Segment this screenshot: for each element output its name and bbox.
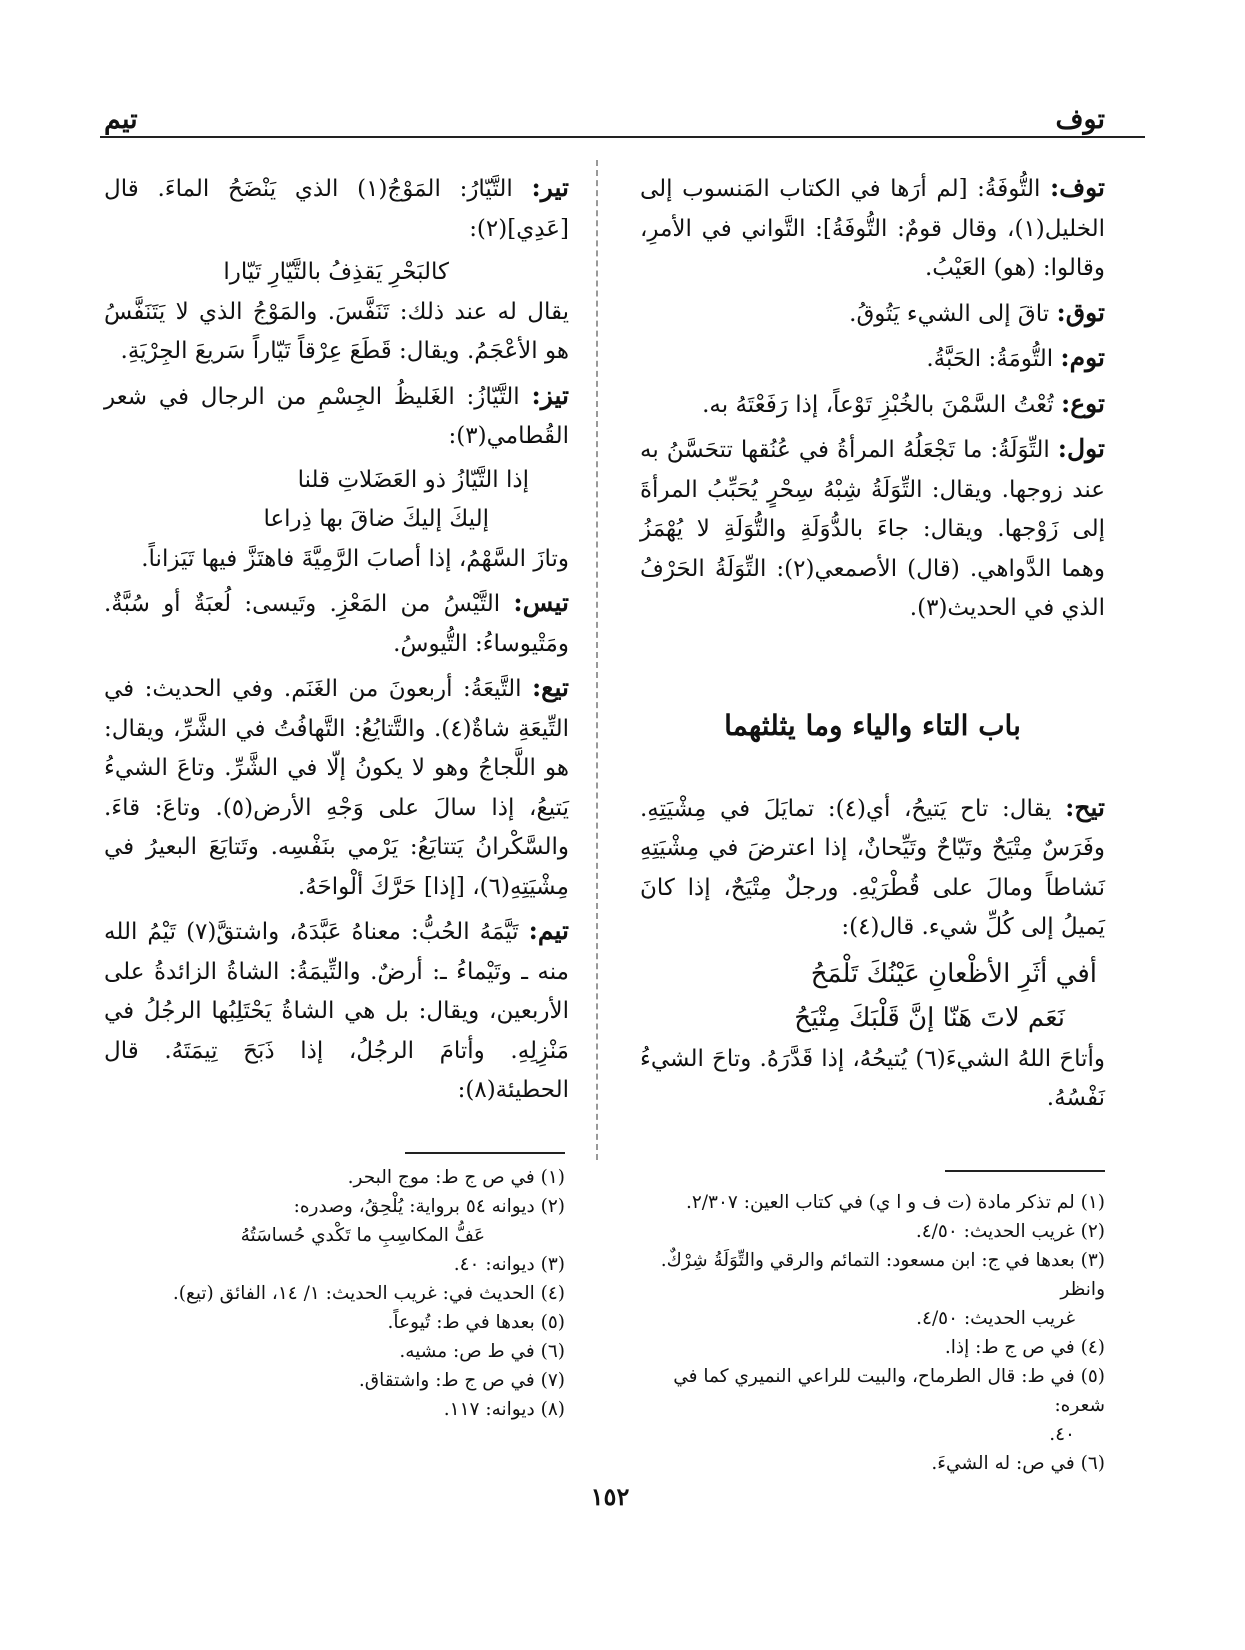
left-column [104,168,569,1115]
footnote [115,1192,565,1250]
entry-taym [104,911,569,1111]
headword: تيح: [1065,792,1105,822]
header-right-word: توف [1055,104,1105,135]
footnote: (١) لم تذكر مادة (ت ف و ا ي) في كتاب العين: ٢/٣٠٧. [685,1192,1105,1213]
footnote-main: (٥) في ط: قال الطرماح، والبيت للراعي النميري كما في شعره: [673,1366,1105,1416]
footnote-rule [405,1152,565,1154]
entry-tawf [640,168,1105,289]
entry-tays [104,583,569,664]
right-column [640,168,1105,1123]
verse-line: أفي أثَرِ الأظْعانِ عَيْنُكَ تَلْمَحُ [810,958,1097,989]
entry-text: التَّيعَةُ: أربعونَ من الغَنَم. وفي الحديث: في التِّيعَةِ شاةٌ(٤). والتَّتايُعُ: التَّهافُتُ في الشَّرِّ، ويقال: هو اللَّجاجُ وهو لا يكونُ إلّا في الشَّرِّ. وتاعَ الشيءُ يَتيعُ، إذا سالَ على وَجْهِ الأرض(٥). وتاعَ: قاءَ. والسَّكْرانُ يَتتايَعُ: يَرْمي بنَفْسِه. وتَتايَعَ البعيرُ في مِشْيَتِهِ(٦)، [إذا] حَرَّكَ ألْواحَهُ. [104,676,569,900]
entry-text: التُّومَةُ: الحَبَّةُ. [926,346,1054,372]
footnote: (٧) في ص ج ط: واشتقاق. [358,1370,565,1391]
entry-tawm [640,338,1105,380]
verse-line: كالبَحْرِ يَقذِفُ بالتَّيّارِ تَيّارا [223,259,449,285]
footnote-continuation: غريب الحديث: ٤/٥٠. [916,1308,1075,1329]
footnotes-left [115,1163,565,1424]
entry-text: يقال: تاح يَتيحُ، أي(٤): تمايَلَ في مِشْيَتِهِ. وفَرَسٌ مِتْيَحٌ وتَيّاحٌ وتَيِّحانٌ، إذا اعترضَ في مِشْيَتِهِ نَشاطاً ومالَ على قُطْرَيْهِ. ورجلٌ مِتْيَحٌ، إذا كانَ يَميلُ إلى كُلِّ شيء. قال(٤): [640,795,1105,940]
page-number: ١٥٢ [590,1482,630,1511]
footnote-continuation: عَفُّ المكاسِبِ ما تَكْدي حُساسَتُهُ [240,1225,485,1246]
entry-text: التَّيّازُ: الغَليظُ الجِسْمِ من الرجال في شعر القُطامي(٣): [104,383,569,449]
footnote: (٢) غريب الحديث: ٤/٥٠. [915,1221,1105,1242]
entry-text-continued: وتازَ السَّهْمُ، إذا أصابَ الرَّمِيَّةَ فاهتَزَّ فيها تَيَزاناً. [141,545,569,572]
entry-tawc [640,384,1105,426]
header-rule [100,136,1145,138]
headword: تيم: [528,916,570,945]
footnote: (٥) بعدها في ط: تُيوعاً. [387,1312,565,1333]
entry-text: تَيَّمَهُ الحُبُّ: معناهُ عَبَّدَهُ، واشتقَّ(٧) تَيْمُ الله منه ـ وتَيْماءُ ـ: أرضٌ. والتِّيمَةُ: الشاةُ الزائدةُ على الأربعين، ويقال: بل هي الشاةُ يَحْتَلِبُها الرجُلُ في مَنْزِلِهِ. وأتامَ الرجُلُ، إذا ذَبَحَ تِيمَتَهُ. قال الحطيئة(٨): [104,919,569,1103]
column-divider [596,160,598,1160]
entry-tawq [640,293,1105,335]
verse-line: إذا التَّيّازُ ذو العَضَلاتِ قلنا [297,466,529,493]
entry-tayz [104,376,569,457]
footnote-rule [945,1170,1105,1172]
entry-text: التُّوفَةُ: [لم أرَها في الكتاب المَنسوب إلى الخليل(١)، وقال قومٌ: التُّوفَةُ]: التَّواني في الأمرِ، وقالوا: (هو) العَيْبُ. [640,176,1105,281]
entry-text: التِّوَلَةُ: ما تَجْعَلُهُ المرأةُ في عُنُقها تتحَسَّنُ به عند زوجها. ويقال: التِّوَلَةُ شِبْهُ سِحْرٍ يُحَبِّبُ المرأةَ إلى زَوْجها. ويقال: جاءَ بالدُّوَلَةِ والتُّوَلَةِ لا يُهْمَزُ وهما الدَّواهي. (قال) الأصمعي(٢): التِّوَلَةُ الحَرْفُ الذي في الحديث(٣). [640,437,1105,621]
entry-tayr [104,168,569,249]
footnote: (٨) ديوانه: ١١٧. [443,1399,565,1420]
headword: تول: [1057,434,1105,463]
footnote: (٤) في ص ج ط: إذا. [944,1337,1105,1358]
verse-line: نَعَم لاتَ هَنّا إنَّ قَلْبَكَ مِتْيَحُ [794,1002,1065,1033]
footnote: (٤) الحديث في: غريب الحديث: ١/ ١٤، الفائق (تيع). [172,1283,565,1304]
footnote-main: (٢) ديوانه ٥٤ برواية: يُلْحِقُ، وصدره: [293,1196,565,1217]
header-left-word: تيم [104,104,138,135]
headword: توع: [1060,388,1105,418]
headword: توم: [1060,343,1105,372]
entry-tayc [104,668,569,907]
footnote-main: (٣) بعدها في ج: ابن مسعود: التمائم والرقي والتِّوَلَةُ شِرْكٌ. وانظر [660,1250,1105,1300]
headword: تيع: [531,673,569,702]
section-heading: باب التاء والياء وما يثلثهما [724,708,1021,742]
headword: توق: [1056,297,1105,327]
footnote-continuation: ٤٠. [1049,1424,1075,1445]
footnote [645,1246,1105,1333]
entry-text-continued: وأتاحَ اللهُ الشيءَ(٦) يُتيحُهُ، إذا قَدَّرَهُ. وتاحَ الشيءُ نَفْسُهُ. [640,1045,1106,1111]
headword: تيز: [531,380,569,410]
headword: تير: [531,173,569,202]
entry-text: تُعْتُ السَّمْنَ بالخُبْزِ تَوْعاً، إذا رَفَعْتَهُ به. [702,391,1054,418]
entry-text: تاقَ إلى الشيء يَتُوقُ. [849,300,1050,327]
verse-line: إليكَ إليكَ ضاقَ بها ذِراعا [263,506,489,532]
footnotes-right [645,1188,1105,1478]
footnote: (٣) ديوانه: ٤٠. [453,1254,565,1275]
headword: توف: [1049,173,1105,202]
footnote: (١) في ص ج ط: موج البحر. [347,1167,565,1188]
footnote: (٦) في ص: له الشيءَ. [931,1453,1105,1474]
entry-text-continued: يقال له عند ذلك: تَنَفَّسَ. والمَوْجُ الذي لا يَتَنَفَّسُ هو الأعْجَمُ. ويقال: قَطَعَ عِرْقاً تَيّاراً سَريعَ الجِرْيَةِ. [104,298,569,364]
entry-text: التَّيّارُ: المَوْجُ(١) الذي يَنْضَحُ الماءَ. قال [عَدِي](٢): [104,176,569,242]
headword: تيس: [513,588,570,617]
footnote: (٦) في ط ص: مشيه. [399,1341,565,1362]
entry-tawl [640,429,1105,629]
entry-tayh [640,788,1105,948]
footnote [645,1362,1105,1449]
entry-text: التَّيْسُ من المَعْزِ. وتَيسى: لُعبَةٌ أو سُبَّةٌ. ومَتْيوساءُ: التُّيوسُ. [104,591,569,657]
